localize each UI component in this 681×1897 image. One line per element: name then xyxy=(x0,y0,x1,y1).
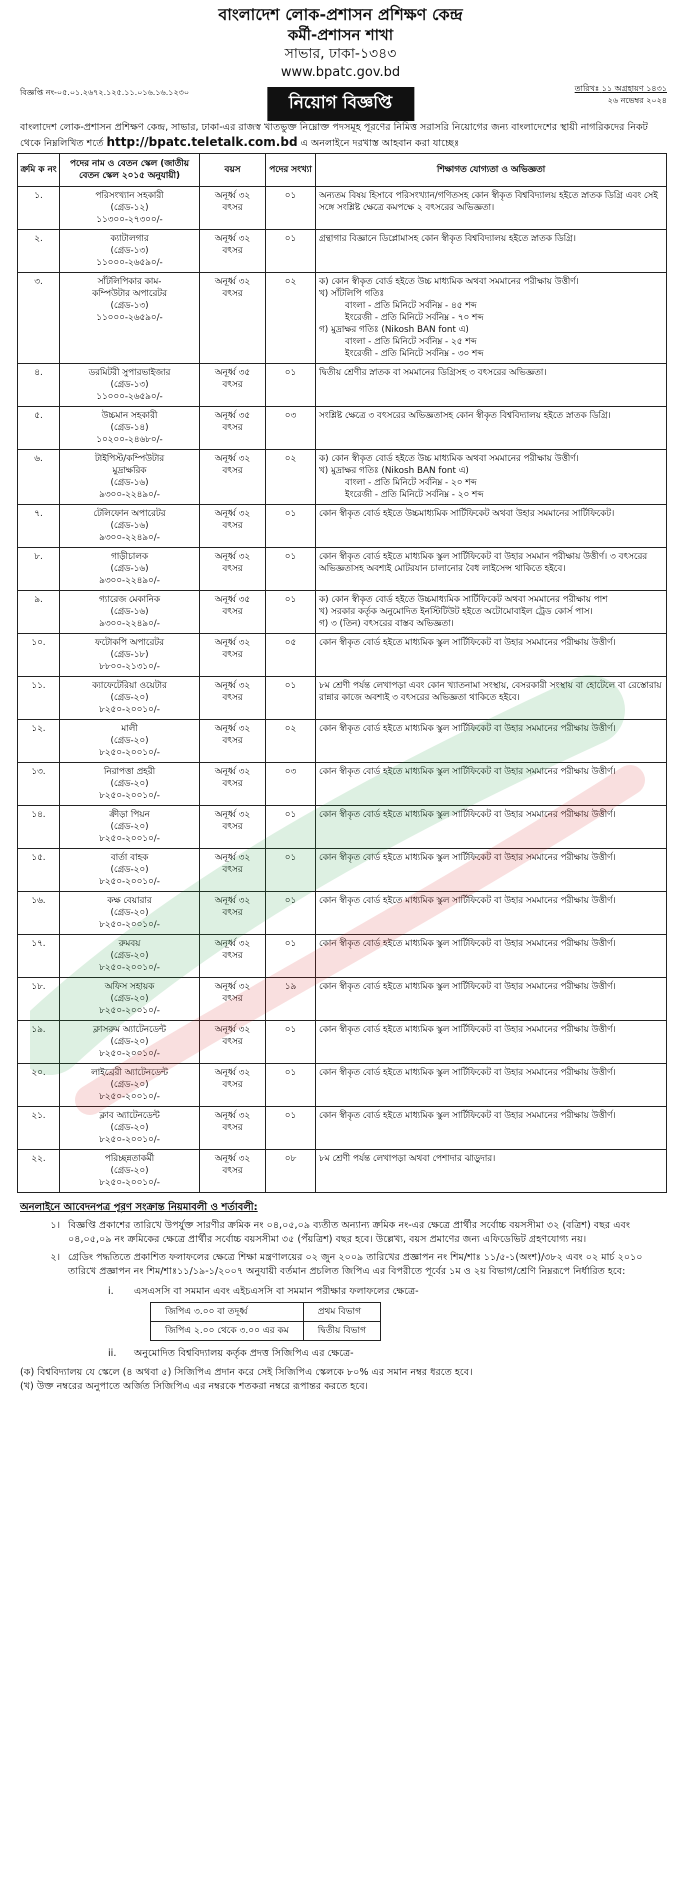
age-cell: অনূর্ধ্ব ৩২ বৎসর xyxy=(200,935,266,978)
post-cell: গ্যারেজ মেকানিক (গ্রেড-১৬) ৯৩০০-২২৪৯০/- xyxy=(60,591,200,634)
qualification-cell xyxy=(316,364,667,407)
table-row xyxy=(18,978,667,1021)
age-cell: অনূর্ধ্ব ৩২ বৎসর xyxy=(200,677,266,720)
qualification-line: কোন স্বীকৃত বোর্ড হইতে মাধ্যমিক স্কুল সার্টিফিকেট বা উহার সমমানের পরীক্ষায় উত্তীর্ণ। xyxy=(319,724,616,734)
age-cell: অনূর্ধ্ব ৩২ বৎসর xyxy=(200,1064,266,1107)
serial-cell: ৪. xyxy=(18,364,60,407)
qualification-line: কোন স্বীকৃত বোর্ড হইতে উচ্চমাধ্যমিক সার্টিফিকেট অথবা উহার সমমানের সার্টিফিকেট। xyxy=(319,509,615,519)
division-cell: প্রথম বিভাগ xyxy=(303,1303,380,1322)
header-qualification: শিক্ষাগত যোগ্যতা ও অভিজ্ঞতা xyxy=(316,154,667,187)
table-row xyxy=(18,763,667,806)
qualification-line: কোন স্বীকৃত বোর্ড হইতে মাধ্যমিক স্কুল সার্টিফিকেট বা উহার সমমানের পরীক্ষায় উত্তীর্ণ। xyxy=(319,638,616,648)
post-cell: উচ্চমান সহকারী (গ্রেড-১৪) ১০২০০-২৪৬৮০/- xyxy=(60,407,200,450)
count-cell: ০১ xyxy=(266,935,316,978)
count-cell: ০১ xyxy=(266,230,316,273)
qualification-line: কোন স্বীকৃত বোর্ড হইতে মাধ্যমিক স্কুল সার্টিফিকেট বা উহার সমমানের পরীক্ষায় উত্তীর্ণ। xyxy=(319,1025,616,1035)
serial-cell: ৩. xyxy=(18,273,60,364)
count-cell: ০১ xyxy=(266,849,316,892)
post-cell: লাইব্রেরী অ্যাটেনডেন্ট (গ্রেড-২০) ৮২৫০-২০০১০/- xyxy=(60,1064,200,1107)
website: www.bpatc.gov.bd xyxy=(280,65,401,80)
table-row xyxy=(18,1107,667,1150)
age-cell: অনূর্ধ্ব ৩২ বৎসর xyxy=(200,450,266,505)
count-cell: ০১ xyxy=(266,806,316,849)
qualification-line: গ্রন্থাগার বিজ্ঞানে ডিপ্লোমাসহ কোন স্বীকৃত বিশ্ববিদ্যালয় হইতে স্নাতক ডিগ্রি। xyxy=(319,234,576,244)
date-block xyxy=(575,83,667,107)
qualification-line: খ) মুদ্রাক্ষর গতিঃ (Nikosh BAN font এ) xyxy=(319,466,469,476)
branch-name: কর্মী-প্রশাসন শাখা xyxy=(287,26,394,44)
vacancy-table xyxy=(17,153,667,1193)
qualification-line: গ) মুদ্রাক্ষর গতিঃ (Nikosh BAN font এ) xyxy=(319,325,469,335)
qualification-cell xyxy=(316,935,667,978)
post-cell: বার্তা বাহক (গ্রেড-২০) ৮২৫০-২০০১০/- xyxy=(60,849,200,892)
serial-cell: ১৫. xyxy=(18,849,60,892)
age-cell: অনূর্ধ্ব ৩২ বৎসর xyxy=(200,892,266,935)
qualification-line: বাংলা - প্রতি মিনিটে সর্বনিম্ন - ২৫ শব্দ xyxy=(345,337,477,347)
count-cell: ০২ xyxy=(266,720,316,763)
qualification-cell xyxy=(316,187,667,230)
date-bangla: ১১ অগ্রহায়ণ ১৪৩১ xyxy=(601,84,667,93)
serial-cell: ১. xyxy=(18,187,60,230)
qualification-cell xyxy=(316,450,667,505)
table-row xyxy=(18,407,667,450)
sub-number: i. xyxy=(108,1286,114,1297)
age-cell: অনূর্ধ্ব ৩২ বৎসর xyxy=(200,230,266,273)
count-cell: ০১ xyxy=(266,591,316,634)
qualification-line: গ) ৩ (তিন) বৎসরের বাস্তব অভিজ্ঞতা। xyxy=(319,619,454,629)
age-cell: অনূর্ধ্ব ৩২ বৎসর xyxy=(200,634,266,677)
post-cell: মালী (গ্রেড-২০) ৮২৫০-২০০১০/- xyxy=(60,720,200,763)
serial-cell: ১১. xyxy=(18,677,60,720)
post-cell: কক্ষ বেয়ারার (গ্রেড-২০) ৮২৫০-২০০১০/- xyxy=(60,892,200,935)
qualification-line: কোন স্বীকৃত বোর্ড হইতে মাধ্যমিক স্কুল সার্টিফিকেট বা উহার সমমানের পরীক্ষায় উত্তীর্ণ। xyxy=(319,982,616,992)
table-row xyxy=(18,505,667,548)
term-text: বিজ্ঞপ্তি প্রকাশের তারিখে উপর্যুক্ত সারণীর ক্রমিক নং ০৪,০৫,০৯ ব্যতীত অন্যান্য ক্রমিক নং-এর ক্ষেত্রে প্রার্থীর সর্বোচ্চ বয়সসীমা ৩২ (বত্রিশ) বছর এবং ০৪,০৫,০৯ নং ক্রমিকের ক্ষেত্রে প্রার্থীর সর্বোচ্চ বয়সসীমা ৩৫ (পঁয়ত্রিশ) বছর হবে। উল্লেখ্য, বয়স প্রমাণের জন্য এফিডেভিট গ্রহণযোগ্য নয়। xyxy=(68,1220,630,1245)
table-row xyxy=(18,720,667,763)
qualification-line: কোন স্বীকৃত বোর্ড হইতে মাধ্যমিক স্কুল সার্টিফিকেট বা উহার সমমানের পরীক্ষায় উত্তীর্ণ। xyxy=(319,853,616,863)
term-point xyxy=(20,1251,661,1279)
post-cell: ক্যাফেটেরিয়া ওয়েটার (গ্রেড-২০) ৮২৫০-২০০১০/- xyxy=(60,677,200,720)
qualification-cell xyxy=(316,1064,667,1107)
qualification-line: অন্যতম বিষয় হিসাবে পরিসংখ্যান/গণিতসহ কোন স্বীকৃত বিশ্ববিদ্যালয় হইতে স্নাতক ডিগ্রি এবং সেই সঙ্গে সংশ্লিষ্ট ক্ষেত্রে কমপক্ষে ২ বৎসরের অভিজ্ঞতা। xyxy=(319,191,658,213)
qualification-cell xyxy=(316,892,667,935)
table-row xyxy=(18,230,667,273)
count-cell: ০২ xyxy=(266,273,316,364)
letterhead xyxy=(0,0,681,81)
post-cell: পরিচ্ছন্নতাকর্মী (গ্রেড-২০) ৮২৫০-২০০১০/- xyxy=(60,1150,200,1193)
qualification-line: বাংলা - প্রতি মিনিটে সর্বনিম্ন - ৪৫ শব্দ xyxy=(345,301,477,311)
count-cell: ০১ xyxy=(266,187,316,230)
terms-heading: অনলাইনে আবেদনপত্র পূরণ সংক্রান্ত নিয়মাবলী ও শর্তাবলী: xyxy=(20,1202,258,1213)
intro-text-end: এ অনলাইনে দরখাস্ত আহবান করা যাচ্ছেঃ xyxy=(297,138,460,149)
sub-point-ii xyxy=(108,1347,661,1361)
age-cell: অনূর্ধ্ব ৩৫ বৎসর xyxy=(200,407,266,450)
post-cell: ক্লাব অ্যাটেনডেন্ট (গ্রেড-২০) ৮২৫০-২০০১০/- xyxy=(60,1107,200,1150)
qualification-cell xyxy=(316,1150,667,1193)
serial-cell: ১০. xyxy=(18,634,60,677)
table-row xyxy=(18,591,667,634)
qualification-cell xyxy=(316,505,667,548)
qualification-cell xyxy=(316,1107,667,1150)
serial-cell: ৬. xyxy=(18,450,60,505)
age-cell: অনূর্ধ্ব ৩২ বৎসর xyxy=(200,187,266,230)
serial-cell: ১৪. xyxy=(18,806,60,849)
qualification-cell xyxy=(316,230,667,273)
qualification-line: ৮ম শ্রেণী পর্যন্ত লেখাপড়া অথবা পেশাদার ঝাড়ুদার। xyxy=(319,1154,496,1164)
qualification-cell xyxy=(316,634,667,677)
memo-number: বিজ্ঞপ্তি নং-০৫.০১.২৬৭২.১২৫.১১.০১৬.১৬.১২৩০ xyxy=(20,88,190,97)
table-row xyxy=(18,187,667,230)
table-row xyxy=(18,1064,667,1107)
post-cell: নিরাপত্তা প্রহরী (গ্রেড-২০) ৮২৫০-২০০১০/- xyxy=(60,763,200,806)
qualification-line: কোন স্বীকৃত বোর্ড হইতে মাধ্যমিক স্কুল সার্টিফিকেট বা উহার সমমানের পরীক্ষায় উত্তীর্ণ। xyxy=(319,810,616,820)
date-label: তারিখঃ xyxy=(574,84,600,93)
serial-cell: ২০. xyxy=(18,1064,60,1107)
count-cell: ০৮ xyxy=(266,1150,316,1193)
qualification-cell xyxy=(316,763,667,806)
sub-text: অনুমোদিত বিশ্ববিদ্যালয় কর্তৃক প্রদত্ত সিজিপিএ এর ক্ষেত্রে- xyxy=(134,1348,354,1359)
cgpa-rule-b: (খ) উক্ত নম্বরের অনুপাতে অর্জিত সিজিপিএ এর নম্বরকে শতকরা নম্বরে রূপান্তর করতে হবে। xyxy=(20,1381,368,1392)
qualification-cell xyxy=(316,849,667,892)
serial-cell: ২১. xyxy=(18,1107,60,1150)
post-cell: ক্লাসরুম অ্যাটেনডেন্ট (গ্রেড-২০) ৮২৫০-২০০১০/- xyxy=(60,1021,200,1064)
table-row xyxy=(151,1322,381,1341)
gpa-division-table xyxy=(150,1302,381,1341)
table-row xyxy=(18,892,667,935)
table-row xyxy=(18,450,667,505)
age-cell: অনূর্ধ্ব ৩৫ বৎসর xyxy=(200,591,266,634)
qualification-line: কোন স্বীকৃত বোর্ড হইতে মাধ্যমিক স্কুল সার্টিফিকেট বা উহার সমমানের পরীক্ষায় উত্তীর্ণ। xyxy=(319,896,616,906)
post-cell: পরিসংখ্যান সহকারী (গ্রেড-১২) ১১৩০০-২৭৩০০/- xyxy=(60,187,200,230)
header-serial: ক্রমি ক নং xyxy=(18,154,60,187)
count-cell: ০১ xyxy=(266,505,316,548)
age-cell: অনূর্ধ্ব ৩২ বৎসর xyxy=(200,849,266,892)
qualification-line: ক) কোন স্বীকৃত বোর্ড হইতে উচ্চমাধ্যমিক সার্টিফিকেট অথবা সমমানের পরীক্ষায় পাশ xyxy=(319,595,608,605)
post-cell: ডরমিটরী সুপারভাইজার (গ্রেড-১৩) ১১০০০-২৬৫৯০/- xyxy=(60,364,200,407)
table-row xyxy=(18,806,667,849)
qualification-cell xyxy=(316,1021,667,1064)
qualification-cell xyxy=(316,273,667,364)
qualification-cell xyxy=(316,806,667,849)
serial-cell: ৯. xyxy=(18,591,60,634)
qualification-line: দ্বিতীয় শ্রেণীর স্নাতক বা সমমানের ডিগ্রিসহ ৩ বৎসরের অভিজ্ঞতা। xyxy=(319,368,547,378)
notice-title: নিয়োগ বিজ্ঞপ্তি xyxy=(267,87,414,121)
age-cell: অনূর্ধ্ব ৩২ বৎসর xyxy=(200,1150,266,1193)
qualification-cell xyxy=(316,591,667,634)
cgpa-rule-a: (ক) বিশ্ববিদ্যালয় যে স্কেলে (৪ অথবা ৫) সিজিপিএ প্রদান করে সেই সিজিপিএ স্কেলকে ৮০% এর সমান নম্বর ধরতে হবে। xyxy=(20,1367,473,1378)
qualification-line: কোন স্বীকৃত বোর্ড হইতে মাধ্যমিক স্কুল সার্টিফিকেট বা উহার সমমানের পরীক্ষায় উত্তীর্ণ। xyxy=(319,767,616,777)
term-text: গ্রেডিং পদ্ধতিতে প্রকাশিত ফলাফলের ক্ষেত্রে শিক্ষা মন্ত্রণালয়ের ০২ জুন ২০০৯ তারিখের প্রজ্ঞাপন নং শিম/শাঃ ১১/৫-১(অংশ)/৩৮২ এবং ০২ মার্চ ২০১০ তারিখে প্রজ্ঞাপন নং শিম/শাঃ১১/১৯-১/২০০৭ অনুযায়ী বর্তমান প্রচলিত জিপিএ এর বিপরীতে পূর্বের ১ম ও ২য় বিভাগ/শ্রেণি নিম্নরূপে নির্ধারিত হবে: xyxy=(68,1252,643,1277)
gpa-cell: জিপিএ ৩.০০ বা তদূর্ধ্ব xyxy=(151,1303,304,1322)
intro-paragraph xyxy=(20,121,661,151)
age-cell: অনূর্ধ্ব ৩২ বৎসর xyxy=(200,1107,266,1150)
count-cell: ০১ xyxy=(266,1107,316,1150)
serial-cell: ১৭. xyxy=(18,935,60,978)
qualification-line: কোন স্বীকৃত বোর্ড হইতে মাধ্যমিক স্কুল সার্টিফিকেট বা উহার সমমান পরীক্ষায় উত্তীর্ণ। ৩ বৎসরের অভিজ্ঞতাসহ অবশ্যই মোটরযান চালানোর বৈধ লাইসেন্স থাকিতে হইবে। xyxy=(319,552,648,574)
qualification-cell xyxy=(316,407,667,450)
reference-row xyxy=(0,81,681,121)
count-cell: ০৩ xyxy=(266,763,316,806)
count-cell: ০২ xyxy=(266,450,316,505)
age-cell: অনূর্ধ্ব ৩২ বৎসর xyxy=(200,806,266,849)
qualification-line: ইংরেজী - প্রতি মিনিটে সর্বনিম্ন - ৩০ শব্দ xyxy=(345,349,484,359)
qualification-cell xyxy=(316,978,667,1021)
age-cell: অনূর্ধ্ব ৩২ বৎসর xyxy=(200,720,266,763)
serial-cell: ১৩. xyxy=(18,763,60,806)
qualification-line: ইংরেজী - প্রতি মিনিটে সর্বনিম্ন - ২০ শব্দ xyxy=(345,490,484,500)
table-row xyxy=(18,364,667,407)
sub-point-i xyxy=(108,1285,661,1299)
count-cell: ০৩ xyxy=(266,407,316,450)
age-cell: অনূর্ধ্ব ৩৫ বৎসর xyxy=(200,364,266,407)
qualification-line: ইংরেজী - প্রতি মিনিটে সর্বনিম্ন - ৭০ শব্দ xyxy=(345,313,484,323)
age-cell: অনূর্ধ্ব ৩২ বৎসর xyxy=(200,505,266,548)
table-row xyxy=(18,273,667,364)
qualification-line: ৮ম শ্রেণী পর্যন্ত লেখাপড়া এবং কোন খ্যাতনামা সংস্থায়, বেসরকারী সংস্থায় বা হোটেলে বা রেস্তোরায় রান্নার কাজে অবশ্যই ৩ বৎসরের অভিজ্ঞতা থাকিতে হইবে। xyxy=(319,681,662,703)
serial-cell: ১৯. xyxy=(18,1021,60,1064)
sub-text: এসএসসি বা সমমান এবং এইচএসসি বা সমমান পরীক্ষার ফলাফলের ক্ষেত্রে- xyxy=(134,1286,419,1297)
qualification-line: সংশ্লিষ্ট ক্ষেত্রে ৩ বৎসরের অভিজ্ঞতাসহ কোন স্বীকৃত বিশ্ববিদ্যালয় হইতে স্নাতক ডিগ্রি। xyxy=(319,411,611,421)
table-header-row xyxy=(18,154,667,187)
age-cell: অনূর্ধ্ব ৩২ বৎসর xyxy=(200,273,266,364)
qualification-cell xyxy=(316,720,667,763)
age-cell: অনূর্ধ্ব ৩২ বৎসর xyxy=(200,978,266,1021)
qualification-line: ক) কোন স্বীকৃত বোর্ড হইতে উচ্চ মাধ্যমিক অথবা সমমানের পরীক্ষায় উত্তীর্ণ। xyxy=(319,454,579,464)
table-row xyxy=(18,849,667,892)
count-cell: ১৯ xyxy=(266,978,316,1021)
apply-url-link[interactable]: http://bpatc.teletalk.com.bd xyxy=(106,135,298,149)
serial-cell: ১৬. xyxy=(18,892,60,935)
count-cell: ০১ xyxy=(266,1021,316,1064)
gpa-cell: জিপিএ ২.০০ থেকে ৩.০০ এর কম xyxy=(151,1322,304,1341)
serial-cell: ২. xyxy=(18,230,60,273)
serial-cell: ৮. xyxy=(18,548,60,591)
qualification-line: কোন স্বীকৃত বোর্ড হইতে মাধ্যমিক স্কুল সার্টিফিকেট বা উহার সমমানের পরীক্ষায় উত্তীর্ণ। xyxy=(319,1068,616,1078)
qualification-line: কোন স্বীকৃত বোর্ড হইতে মাধ্যমিক স্কুল সার্টিফিকেট বা উহার সমমানের পরীক্ষায় উত্তীর্ণ। xyxy=(319,1111,616,1121)
count-cell: ০৫ xyxy=(266,634,316,677)
header-age: বয়স xyxy=(200,154,266,187)
count-cell: ০১ xyxy=(266,1064,316,1107)
table-row xyxy=(18,548,667,591)
table-row xyxy=(18,1150,667,1193)
table-row xyxy=(18,1021,667,1064)
count-cell: ০১ xyxy=(266,364,316,407)
qualification-cell xyxy=(316,548,667,591)
intro-text: বাংলাদেশ লোক-প্রশাসন প্রশিক্ষণ কেন্দ্র, সাভার, ঢাকা-এর রাজস্ব খাতভুক্ত নিম্নোক্ত পদসমূহ পূরণের নিমিত্ত সরাসরি নিয়োগের জন্য বাংলাদেশের স্থায়ী নাগরিকদের নিকট থেকে নিম্নলিখিত শর্তে xyxy=(20,122,648,149)
term-number: ২। xyxy=(50,1252,60,1263)
division-cell: দ্বিতীয় বিভাগ xyxy=(303,1322,380,1341)
qualification-line: খ) সাঁটলিপি গতিঃ xyxy=(319,289,385,299)
post-cell: রুমবয় (গ্রেড-২০) ৮২৫০-২০০১০/- xyxy=(60,935,200,978)
table-row xyxy=(18,935,667,978)
post-cell: ক্রীড়া পিয়ন (গ্রেড-২০) ৮২৫০-২০০১০/- xyxy=(60,806,200,849)
age-cell: অনূর্ধ্ব ৩২ বৎসর xyxy=(200,1021,266,1064)
post-cell: গাড়ীচালক (গ্রেড-১৬) ৯৩০০-২২৪৯০/- xyxy=(60,548,200,591)
post-cell: টাইপিস্ট/কম্পিউটার মুদ্রাক্ষরিক (গ্রেড-১৬) ৯৩০০-২২৪৯০/- xyxy=(60,450,200,505)
term-number: ১। xyxy=(50,1220,60,1231)
sub-number: ii. xyxy=(108,1348,117,1359)
count-cell: ০১ xyxy=(266,892,316,935)
address: সাভার, ঢাকা-১৩৪৩ xyxy=(284,46,397,62)
serial-cell: ১৮. xyxy=(18,978,60,1021)
header-post: পদের নাম ও বেতন স্কেল (জাতীয় বেতন স্কেল ২০১৫ অনুযায়ী) xyxy=(60,154,200,187)
header-count: পদের সংখ্যা xyxy=(266,154,316,187)
age-cell: অনূর্ধ্ব ৩২ বৎসর xyxy=(200,763,266,806)
serial-cell: ৭. xyxy=(18,505,60,548)
serial-cell: ৫. xyxy=(18,407,60,450)
count-cell: ০১ xyxy=(266,548,316,591)
post-cell: টেলিফোন অপারেটর (গ্রেড-১৬) ৯৩০০-২২৪৯০/- xyxy=(60,505,200,548)
table-row xyxy=(18,634,667,677)
serial-cell: ১২. xyxy=(18,720,60,763)
age-cell: অনূর্ধ্ব ৩২ বৎসর xyxy=(200,548,266,591)
qualification-cell xyxy=(316,677,667,720)
table-row xyxy=(151,1303,381,1322)
post-cell: সাঁটলিপিকার কাম- কম্পিউটার অপারেটর (গ্রেড-১৩) ১১০০০-২৬৫৯০/- xyxy=(60,273,200,364)
date-english: ২৬ নভেম্বর ২০২৪ xyxy=(607,96,667,105)
serial-cell: ২২. xyxy=(18,1150,60,1193)
qualification-line: ক) কোন স্বীকৃত বোর্ড হইতে উচ্চ মাধ্যমিক অথবা সমমানের পরীক্ষায় উত্তীর্ণ। xyxy=(319,277,579,287)
terms-section xyxy=(20,1201,661,1394)
org-name: বাংলাদেশ লোক-প্রশাসন প্রশিক্ষণ কেন্দ্র xyxy=(218,5,463,24)
qualification-line: বাংলা - প্রতি মিনিটে সর্বনিম্ন - ২০ শব্দ xyxy=(345,478,477,488)
term-point xyxy=(20,1219,661,1247)
count-cell: ০১ xyxy=(266,677,316,720)
qualification-line: খ) সরকার কর্তৃক অনুমোদিত ইনস্টিটিউট হইতে অটোমোবাইল ট্রেড কোর্স পাস। xyxy=(319,607,593,617)
post-cell: ফটোকপি অপারেটর (গ্রেড-১৮) ৮৮০০-২১৩১০/- xyxy=(60,634,200,677)
post-cell: অফিস সহায়ক (গ্রেড-২০) ৮২৫০-২০০১০/- xyxy=(60,978,200,1021)
qualification-line: কোন স্বীকৃত বোর্ড হইতে মাধ্যমিক স্কুল সার্টিফিকেট বা উহার সমমানের পরীক্ষায় উত্তীর্ণ। xyxy=(319,939,616,949)
table-row xyxy=(18,677,667,720)
post-cell: ক্যাটালগার (গ্রেড-১৩) ১১০০০-২৬৫৯০/- xyxy=(60,230,200,273)
